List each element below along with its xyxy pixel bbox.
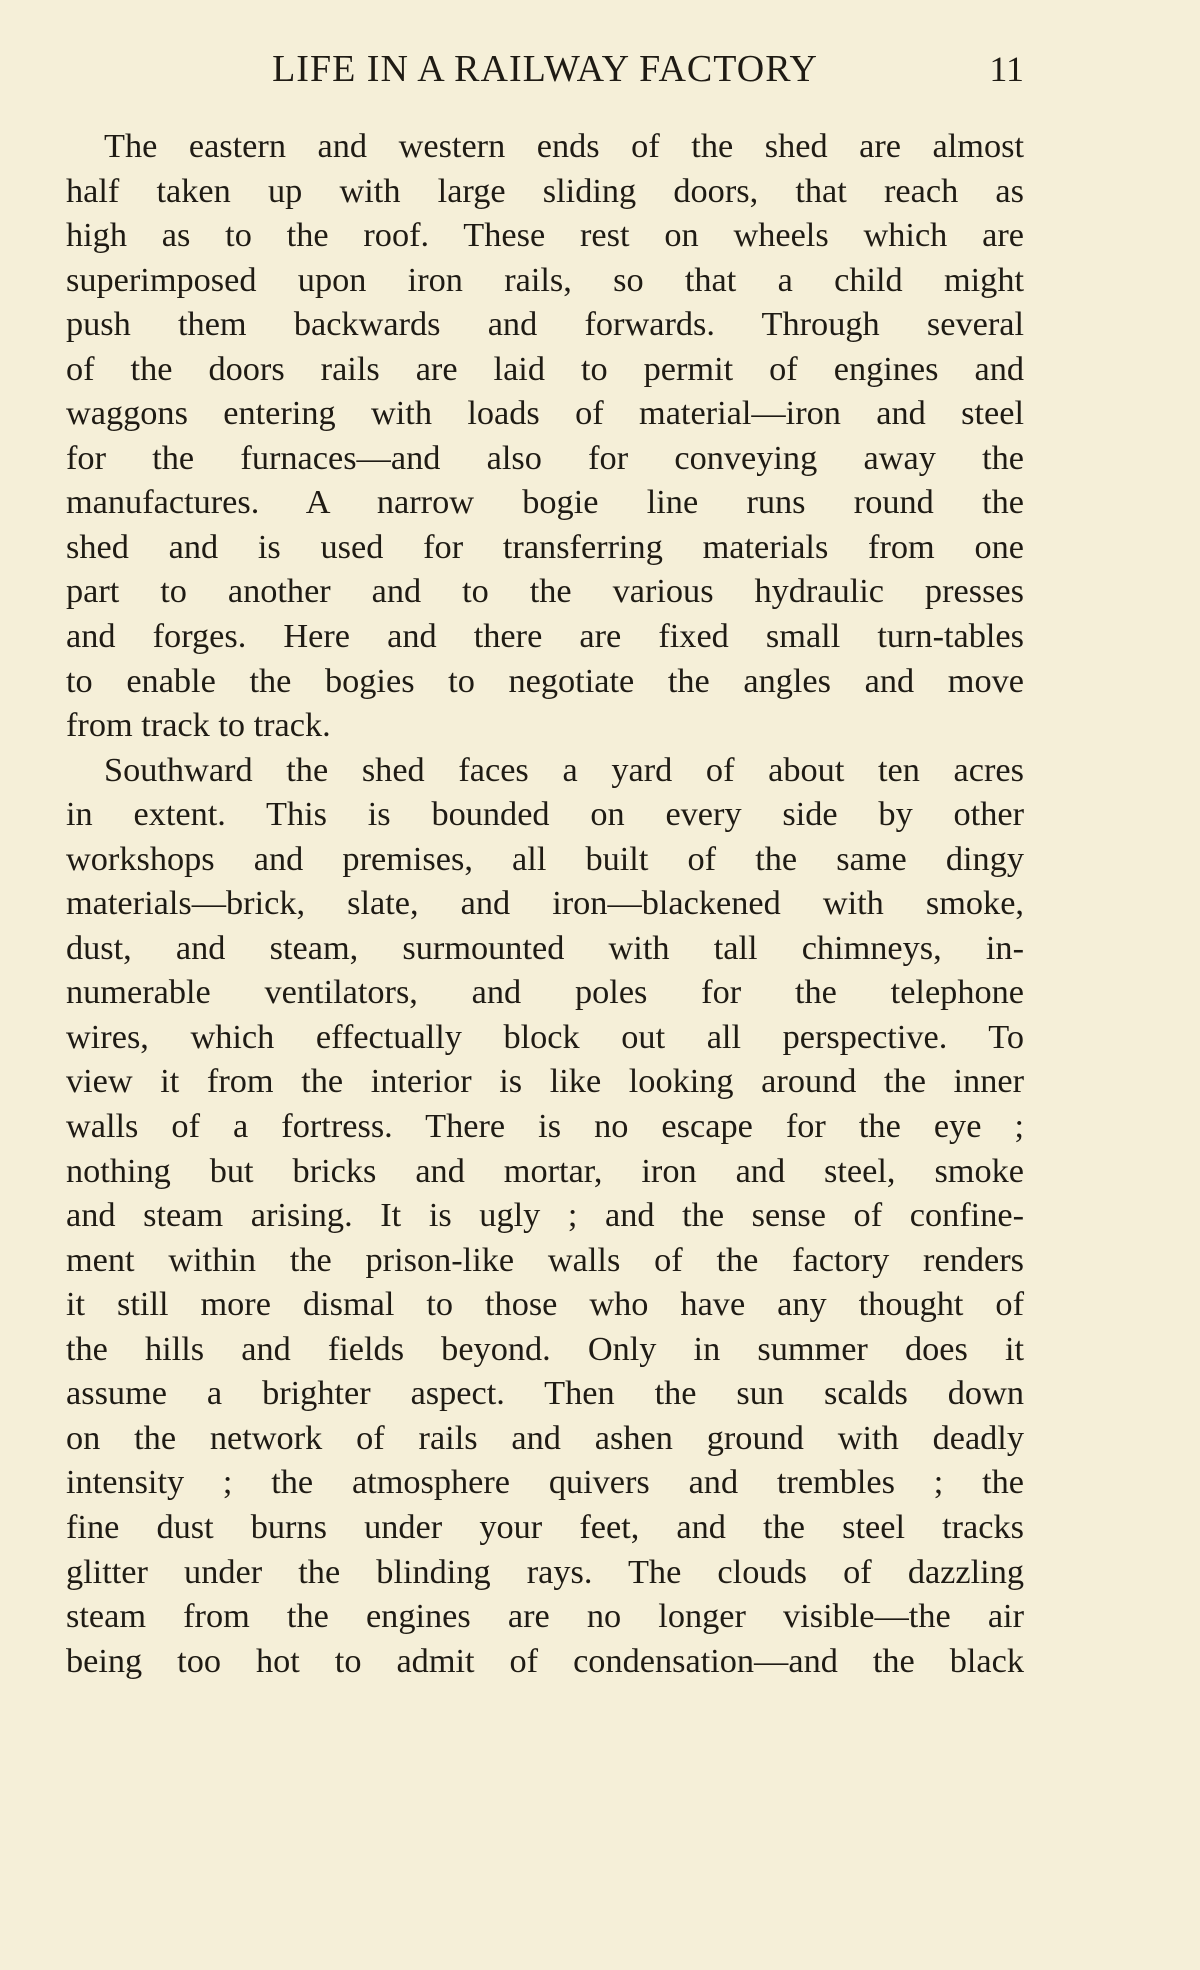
text-line: of the doors rails are laid to permit of engines and	[66, 349, 1024, 388]
text-line: being too hot to admit of condensation—and the black	[66, 1641, 1024, 1680]
text-line: high as to the roof. These rest on wheels which are	[66, 216, 1024, 255]
running-title: LIFE IN A RAILWAY FACTORY	[272, 48, 818, 90]
text-line: the hills and fields beyond. Only in summer does it	[66, 1329, 1024, 1368]
text-line: intensity ; the atmosphere quivers and trembles ; the	[66, 1463, 1024, 1502]
running-head	[66, 44, 1024, 94]
text-line: for the furnaces—and also for conveying away the	[66, 438, 1024, 477]
text-line: glitter under the blinding rays. The clouds of dazzling	[66, 1552, 1024, 1591]
text-line: waggons entering with loads of material—iron and steel	[66, 394, 1024, 433]
text-line: from track to track.	[66, 706, 331, 745]
text-line: materials—brick, slate, and iron—blackened with smoke,	[66, 884, 1024, 923]
paragraph-2	[66, 748, 1024, 1683]
page-number: 11	[989, 49, 1024, 89]
text-line: The eastern and western ends of the shed are almost	[104, 127, 1024, 165]
text-line: assume a brighter aspect. Then the sun scalds down	[66, 1374, 1024, 1413]
text-line: push them backwards and forwards. Through several	[66, 305, 1024, 344]
text-line: to enable the bogies to negotiate the angles and move	[66, 661, 1024, 700]
text-line: workshops and premises, all built of the same dingy	[66, 839, 1024, 878]
text-line: ment within the prison-like walls of the factory renders	[66, 1240, 1024, 1279]
text-line: shed and is used for transferring materials from one	[66, 527, 1024, 566]
text-line: walls of a fortress. There is no escape for the eye ;	[66, 1107, 1024, 1146]
text-line: view it from the interior is like looking around the inner	[66, 1062, 1024, 1101]
text-line: superimposed upon iron rails, so that a child might	[66, 260, 1024, 299]
text-line: half taken up with large sliding doors, that reach as	[66, 171, 1024, 210]
text-line: part to another and to the various hydraulic presses	[66, 572, 1024, 611]
text-line: fine dust burns under your feet, and the steel tracks	[66, 1507, 1024, 1546]
text-line: dust, and steam, surmounted with tall chimneys, in-	[66, 928, 1024, 967]
text-line: nothing but bricks and mortar, iron and steel, smoke	[66, 1151, 1024, 1190]
text-line: on the network of rails and ashen ground with deadly	[66, 1418, 1024, 1457]
body-text	[66, 124, 1024, 1683]
text-line: steam from the engines are no longer visible—the air	[66, 1597, 1024, 1636]
text-line: manufactures. A narrow bogie line runs round the	[66, 483, 1024, 522]
text-line: in extent. This is bounded on every side by other	[66, 795, 1024, 834]
text-line: Southward the shed faces a yard of about ten acres	[104, 750, 1024, 789]
paragraph-1	[66, 124, 1024, 748]
text-line: it still more dismal to those who have any thought of	[66, 1285, 1024, 1324]
text-line: wires, which effectually block out all perspective. To	[66, 1017, 1024, 1056]
text-line: numerable ventilators, and poles for the telephone	[66, 973, 1024, 1012]
text-line: and steam arising. It is ugly ; and the sense of confine-	[66, 1196, 1024, 1235]
text-line: and forges. Here and there are fixed small turn-tables	[66, 617, 1024, 656]
